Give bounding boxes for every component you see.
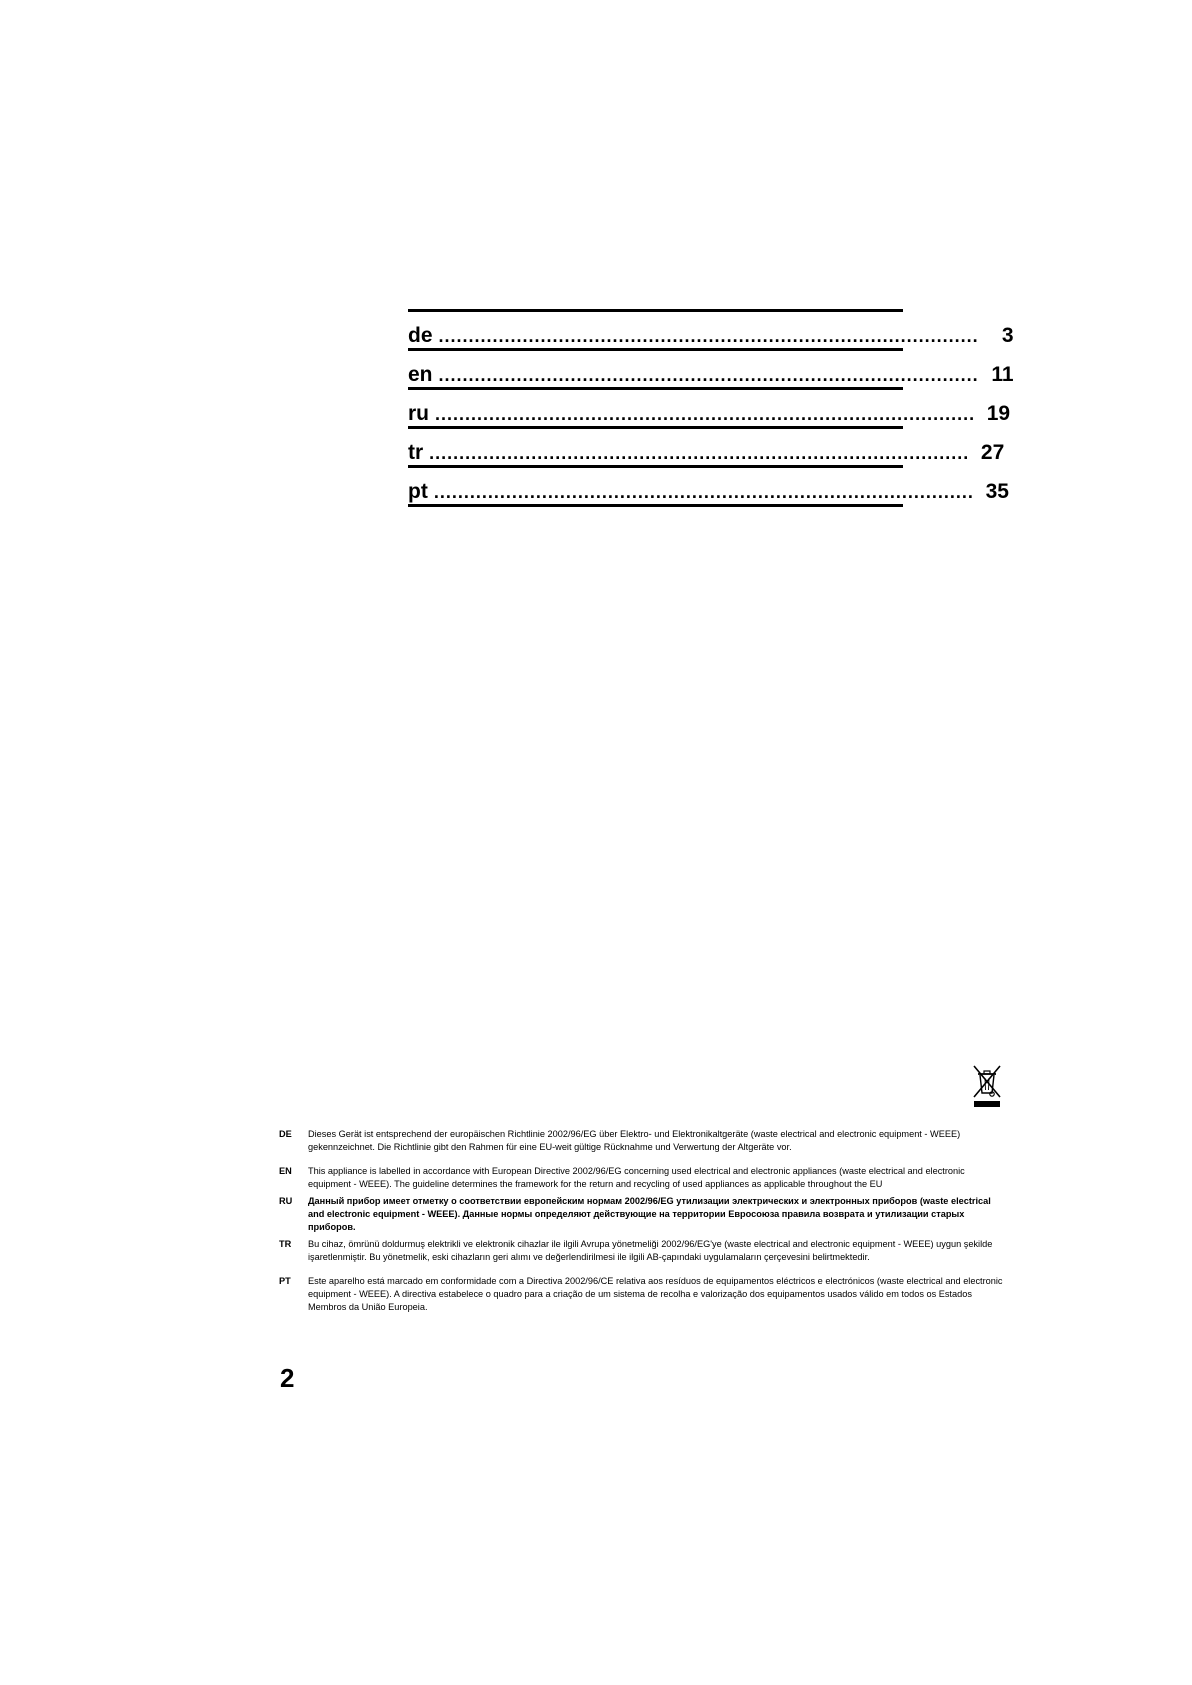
toc-language: de [408,324,433,347]
note-text: Dieses Gerät ist entsprechend der europäischen Richtlinie 2002/96/EG über Elektro- und Elektronikaltgeräte (waste electrical and electronic equipment - WEEE) gekennzeichnet. Die Richtlinie gibt den Rahmen für eine EU-weit gültige Rücknahme und Verwertung der Altgeräte vor. [308,1129,961,1152]
toc-leader-dots: .......................................................................................... [435,404,976,424]
toc-leader-dots: .......................................................................................... [438,365,979,385]
toc-leader-dots: .......................................................................................... [438,326,979,346]
toc-row-pt[interactable] [408,468,1009,507]
toc-page-number: 35 [985,480,1009,503]
toc-row-de[interactable] [408,312,1014,351]
note-text: Este aparelho está marcado em conformidade com a Directiva 2002/96/CE relativa aos resíduos de equipamentos eléctricos e electrónicos (waste electrical and electronic equipment - WEEE). A directiva estabelece o quadro para a criação de um sistema de recolha e valorização dos equipamentos usados válido em todos os Estados Membros da União Europeia. [308,1276,1003,1312]
language-code: DE [279,1129,292,1139]
language-code: EN [279,1166,292,1177]
toc-language: pt [408,480,428,503]
page-number: 2 [280,1363,295,1393]
note-tr [279,1238,1009,1263]
language-code: RU [279,1196,293,1207]
toc-page-number: 19 [986,402,1011,425]
note-pt [279,1275,1009,1313]
table-of-contents [408,309,1014,507]
toc-language: tr [408,441,424,464]
language-code: PT [279,1276,291,1287]
toc-row-ru[interactable] [408,390,1011,429]
note-de [279,1128,1009,1153]
weee-disposal-notes [279,1128,1009,1325]
toc-row-tr[interactable] [408,429,1005,468]
toc-page-number: 3 [1001,324,1014,347]
language-code: TR [279,1239,292,1250]
toc-page-number: 11 [991,363,1014,386]
toc-language: ru [408,402,429,425]
note-text: This appliance is labelled in accordance with European Directive 2002/96/EG concerning used electrical and electronic appliances (waste electrical and electronic equipment - WEEE). The guideline determines the framework for the return and recycling of used appliances as applicable throughout the EU [308,1166,965,1189]
note-text: Данный прибор имеет отметку о соответствии европейским нормам 2002/96/EG утилизации электрических и электронных приборов (waste electrical and electronic equipment - WEEE). Данные нормы определяют действующие на территории Евросоюза правила возврата и утилизации старых приборов. [308,1196,991,1232]
note-ru [279,1195,1009,1233]
crossed-out-wheelie-bin-icon [972,1064,1002,1108]
note-text: Bu cihaz, ömrünü doldurmuş elektrikli ve elektronik cihazlar ile ilgili Avrupa yönetmeliği 2002/96/EG'ye (waste electrical and electronic equipment - WEEE) uygun şekilde işaretlenmiştir. Bu yönetmelik, eski cihazların geri alımı ve değerlendirilmesi ile ilgili AB-çapındaki uygulamaların çerçevesini belirtmektedir. [308,1239,993,1262]
toc-leader-dots: .......................................................................................... [429,443,970,463]
toc-leader-dots: .......................................................................................... [433,482,974,502]
toc-row-en[interactable] [408,351,1014,390]
toc-language: en [408,363,433,386]
toc-page-number: 27 [980,441,1005,464]
note-en [279,1165,1009,1190]
